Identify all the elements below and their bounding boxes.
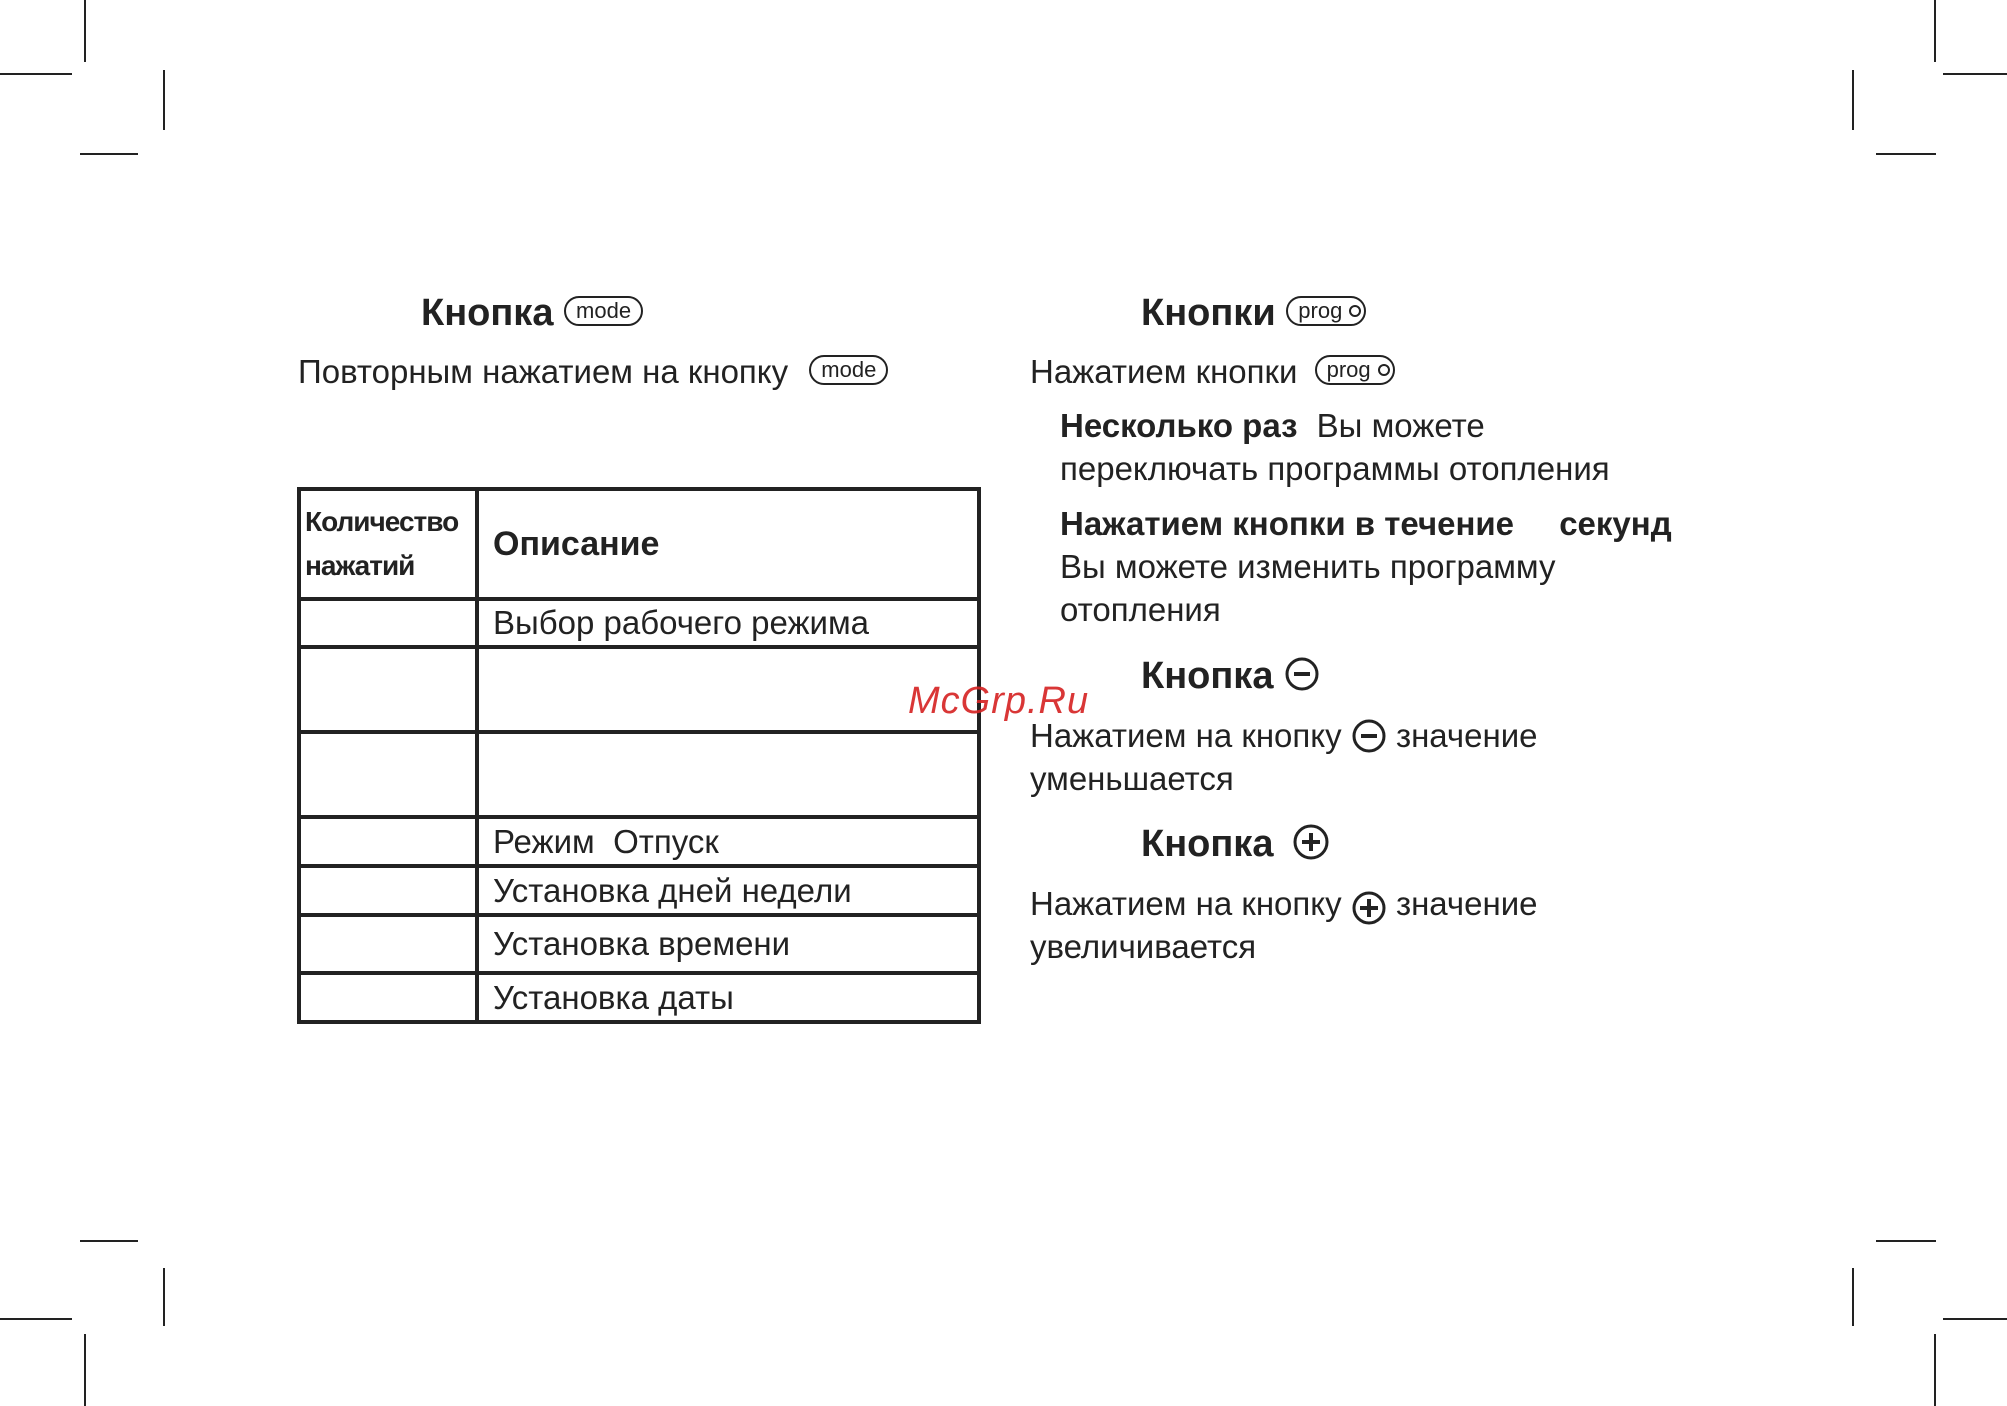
row-description: Режим Отпуск — [477, 817, 979, 866]
mode-heading-text: Кнопка — [421, 292, 554, 334]
plus-section-heading — [1141, 823, 1330, 866]
table-header-row — [299, 489, 979, 599]
prog-intro — [1030, 350, 1395, 393]
minus-after-text: значение — [1395, 717, 1538, 754]
prog-p2-line2: Вы можете изменить программу — [1060, 548, 1556, 585]
prog-p2-line3: отопления — [1060, 591, 1221, 628]
column-header-count — [299, 489, 477, 599]
crop-mark — [163, 1268, 165, 1326]
row-description: Установка дней недели — [477, 866, 979, 915]
prog-intro-text: Нажатием кнопки — [1030, 353, 1298, 390]
table-row — [299, 599, 979, 647]
minus-section-heading — [1141, 655, 1320, 698]
minus-heading-text: Кнопка — [1141, 655, 1274, 697]
prog-paragraph-1 — [1060, 404, 1610, 490]
mode-button-icon: mode — [564, 296, 643, 326]
crop-mark — [84, 1334, 86, 1406]
prog-p1-line2: переключать программы отопления — [1060, 450, 1610, 487]
crop-mark — [0, 1318, 72, 1320]
mode-section-heading — [421, 292, 643, 335]
crop-mark — [1852, 70, 1854, 130]
mode-intro-text: Повторным нажатием на кнопку — [298, 353, 789, 390]
clock-icon — [1349, 305, 1361, 317]
crop-mark — [1876, 1240, 1936, 1242]
plus-after-text: значение — [1395, 885, 1538, 922]
prog-paragraph-2 — [1060, 502, 1672, 631]
crop-mark — [163, 70, 165, 130]
table-row — [299, 817, 979, 866]
mode-button-icon: mode — [809, 355, 888, 385]
row-description — [477, 732, 979, 817]
crop-mark — [80, 153, 138, 155]
minus-intro-text: Нажатием на кнопку — [1030, 717, 1342, 754]
plus-description — [1030, 882, 1537, 968]
crop-mark — [0, 73, 72, 75]
row-count — [299, 647, 477, 732]
column-header-count-line1: Количество — [305, 506, 459, 537]
crop-mark — [1876, 153, 1936, 155]
prog-button-icon — [1315, 355, 1395, 385]
table-row — [299, 732, 979, 817]
minus-circle-icon — [1284, 656, 1320, 692]
prog-button-label: prog — [1326, 357, 1371, 383]
crop-mark — [1934, 1334, 1936, 1406]
row-count — [299, 817, 477, 866]
clock-icon — [1378, 364, 1390, 376]
mode-intro — [298, 350, 888, 393]
crop-mark — [1852, 1268, 1854, 1326]
minus-description — [1030, 714, 1537, 800]
prog-p1-bold: Несколько раз — [1060, 407, 1298, 444]
row-description: Выбор рабочего режима — [477, 599, 979, 647]
watermark: McGrp.Ru — [908, 680, 1090, 722]
prog-p2-bold-b: секунд — [1559, 505, 1672, 542]
crop-mark — [1943, 1318, 2007, 1320]
prog-p1-rest: Вы можете — [1316, 407, 1485, 444]
crop-mark — [1934, 0, 1936, 62]
minus-line2: уменьшается — [1030, 760, 1234, 797]
row-description: Установка времени — [477, 915, 979, 973]
column-header-description: Описание — [477, 489, 979, 599]
row-count — [299, 866, 477, 915]
row-description: Установка даты — [477, 973, 979, 1022]
prog-section-heading — [1141, 292, 1366, 335]
prog-p2-bold-a: Нажатием кнопки в течение — [1060, 505, 1515, 542]
plus-circle-icon — [1292, 823, 1330, 861]
plus-circle-icon — [1351, 890, 1387, 926]
mode-table — [297, 487, 981, 1024]
column-header-count-line2: нажатий — [305, 550, 415, 581]
table-row — [299, 866, 979, 915]
crop-mark — [1943, 73, 2007, 75]
table-row — [299, 915, 979, 973]
table-row — [299, 647, 979, 732]
prog-heading-text: Кнопки — [1141, 292, 1276, 334]
prog-button-icon — [1286, 296, 1366, 326]
row-count — [299, 915, 477, 973]
plus-line2: увеличивается — [1030, 928, 1257, 965]
row-description — [477, 647, 979, 732]
crop-mark — [84, 0, 86, 62]
row-count — [299, 599, 477, 647]
table-row — [299, 973, 979, 1022]
crop-mark — [80, 1240, 138, 1242]
prog-button-label: prog — [1298, 297, 1343, 323]
minus-circle-icon — [1351, 718, 1387, 754]
row-count — [299, 973, 477, 1022]
plus-heading-text: Кнопка — [1141, 823, 1274, 865]
plus-intro-text: Нажатием на кнопку — [1030, 885, 1342, 922]
row-count — [299, 732, 477, 817]
